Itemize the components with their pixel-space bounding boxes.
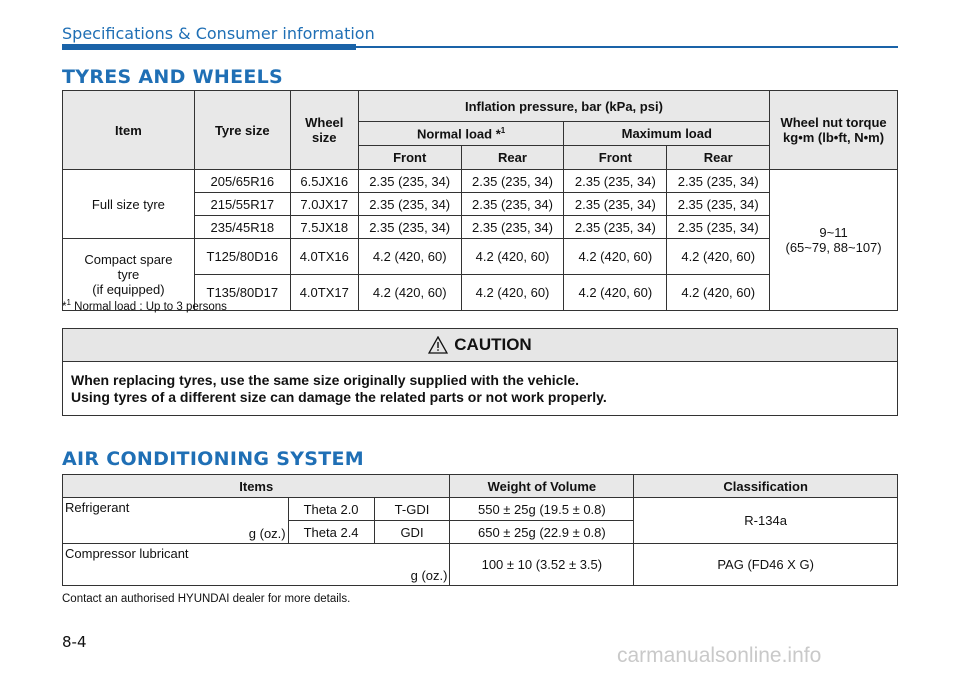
refrigerant-class: R-134a (634, 498, 898, 544)
torque-value (770, 170, 898, 311)
ac-title: AIR CONDITIONING SYSTEM (62, 448, 364, 470)
header-torque-line2: kg•m (lb•ft, N•m) (783, 130, 885, 145)
lubricant-class: PAG (FD46 X G) (634, 544, 898, 586)
max-rear: 2.35 (235, 34) (667, 216, 770, 239)
max-rear: 2.35 (235, 34) (667, 170, 770, 193)
max-front: 4.2 (420, 60) (564, 239, 667, 275)
wheel-size: 7.5JX18 (290, 216, 358, 239)
engine-type: GDI (374, 521, 450, 544)
max-front: 4.2 (420, 60) (564, 275, 667, 311)
max-front: 2.35 (235, 34) (564, 170, 667, 193)
header-normal-front: Front (358, 146, 461, 170)
wheel-size: 6.5JX16 (290, 170, 358, 193)
normal-rear: 2.35 (235, 34) (461, 193, 564, 216)
torque-value-2: (65~79, 88~107) (785, 240, 882, 255)
tyre-size: 235/45R18 (194, 216, 290, 239)
table-row (63, 498, 898, 521)
compact-line-1: Compact spare (84, 252, 173, 267)
tyres-table (62, 90, 898, 311)
normal-front: 2.35 (235, 34) (358, 170, 461, 193)
weight: 650 ± 25g (22.9 ± 0.8) (450, 521, 634, 544)
normal-rear: 2.35 (235, 34) (461, 216, 564, 239)
tyre-size: 215/55R17 (194, 193, 290, 216)
table-row (63, 544, 898, 586)
normal-front: 4.2 (420, 60) (358, 275, 461, 311)
header-weight: Weight of Volume (450, 475, 634, 498)
header-normal-load (358, 122, 564, 146)
normal-rear: 4.2 (420, 60) (461, 239, 564, 275)
max-front: 2.35 (235, 34) (564, 216, 667, 239)
max-rear: 4.2 (420, 60) (667, 275, 770, 311)
normal-rear: 2.35 (235, 34) (461, 170, 564, 193)
caution-title: CAUTION (454, 335, 532, 354)
page-number: 8-4 (62, 633, 87, 651)
compact-line-2: tyre (117, 267, 140, 282)
footnote-sup: 1 (66, 298, 71, 307)
tyre-size: T135/80D17 (194, 275, 290, 311)
lubricant-label: Compressor lubricant (65, 546, 189, 561)
header-normal-rear: Rear (461, 146, 564, 170)
header-classification: Classification (634, 475, 898, 498)
engine: Theta 2.4 (288, 521, 374, 544)
lubricant-weight: 100 ± 10 (3.52 ± 3.5) (450, 544, 634, 586)
tyres-title: TYRES AND WHEELS (62, 66, 284, 88)
warning-triangle-icon (428, 336, 448, 354)
header-inflation: Inflation pressure, bar (kPa, psi) (358, 91, 769, 122)
caution-box (62, 328, 898, 416)
header-tyre-size: Tyre size (194, 91, 290, 170)
section-header: Specifications & Consumer information (62, 24, 375, 43)
normal-front: 2.35 (235, 34) (358, 216, 461, 239)
header-items: Items (63, 475, 450, 498)
lubricant-unit: g (oz.) (410, 568, 448, 583)
caution-line-1: When replacing tyres, use the same size originally supplied with the vehicle. (71, 372, 580, 388)
engine-type: T-GDI (374, 498, 450, 521)
refrigerant-unit: g (oz.) (248, 526, 286, 541)
tyre-size: 205/65R16 (194, 170, 290, 193)
normal-load-label: Normal load * (416, 126, 501, 142)
torque-value-1: 9~11 (819, 225, 848, 240)
table-row (63, 170, 898, 193)
max-rear: 2.35 (235, 34) (667, 193, 770, 216)
engine: Theta 2.0 (288, 498, 374, 521)
refrigerant-cell (63, 498, 289, 544)
header-maximum-load: Maximum load (564, 122, 770, 146)
lubricant-cell (63, 544, 450, 586)
header-torque-line1: Wheel nut torque (780, 115, 887, 130)
watermark: carmanualsonline.info (617, 644, 822, 667)
caution-header (63, 329, 897, 362)
normal-front: 4.2 (420, 60) (358, 239, 461, 275)
footnote (62, 298, 227, 313)
max-front: 2.35 (235, 34) (564, 193, 667, 216)
header-bar (62, 44, 356, 50)
normal-load-sup: 1 (500, 125, 506, 135)
caution-body (63, 362, 897, 406)
wheel-size: 4.0TX16 (290, 239, 358, 275)
normal-rear: 4.2 (420, 60) (461, 275, 564, 311)
header-wheel-size: Wheel size (290, 91, 358, 170)
weight: 550 ± 25g (19.5 ± 0.8) (450, 498, 634, 521)
refrigerant-label: Refrigerant (65, 500, 130, 515)
header-max-rear: Rear (667, 146, 770, 170)
max-rear: 4.2 (420, 60) (667, 239, 770, 275)
caution-line-2: Using tyres of a different size can damage the related parts or not work properly. (71, 389, 607, 405)
contact-note: Contact an authorised HYUNDAI dealer for more details. (62, 593, 351, 605)
footnote-mark: * (62, 300, 67, 313)
wheel-size: 4.0TX17 (290, 275, 358, 311)
tyre-size: T125/80D16 (194, 239, 290, 275)
group-full-size: Full size tyre (63, 170, 195, 239)
footnote-text: Normal load : Up to 3 persons (70, 300, 227, 313)
normal-front: 2.35 (235, 34) (358, 193, 461, 216)
ac-table (62, 474, 898, 586)
header-torque (770, 91, 898, 170)
header-item: Item (63, 91, 195, 170)
wheel-size: 7.0JX17 (290, 193, 358, 216)
compact-line-3: (if equipped) (92, 282, 165, 297)
header-max-front: Front (564, 146, 667, 170)
header-rule (356, 46, 898, 48)
